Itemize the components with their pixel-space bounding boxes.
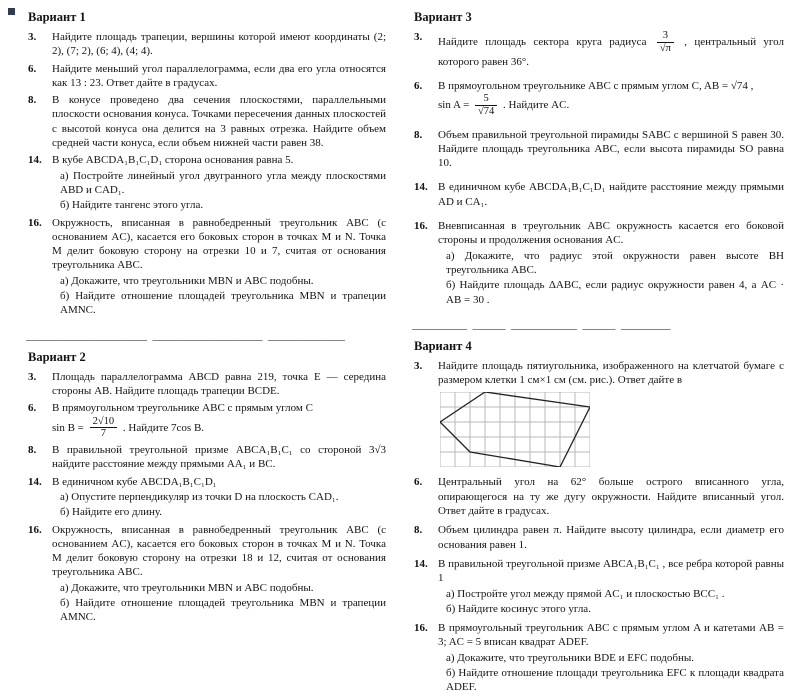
problem-line: а) Опустите перпендикуляр из точки D на плоскость CAD₁. — [60, 490, 339, 503]
problem-line: Окружность, вписанная в равнобедренный треугольник ABC (с основанием AC), касается его боковых сторон в точках M и N. Точка M делит боковую сторону на отрезки 18 и 12, считая от основания треугольника ABC. — [52, 523, 386, 579]
problem-body — [52, 93, 386, 150]
fraction-numerator: 3 — [657, 30, 674, 43]
variant-1-title: Вариант 1 — [28, 10, 86, 24]
pentagon-grid-figure — [440, 392, 590, 467]
problem-number: 8. — [28, 94, 37, 107]
problem-body — [52, 216, 386, 318]
problem-number: 6. — [28, 402, 37, 415]
problem-line: Центральный угол на 62° больше острого вписанного угла, опирающегося на ту же дугу окружности. Найдите вписанный угол. Ответ дайте в градусах. — [438, 476, 784, 518]
problem-line: б) Найдите отношение площадей треугольника MBN и трапеции AMNC. — [60, 597, 386, 624]
problem-number: 3. — [28, 31, 37, 43]
problem-line: В единичном кубе ABCDA₁B₁C₁D₁ найдите расстояние между прямыми AD и CA₁. — [438, 181, 784, 208]
problem-body — [438, 219, 784, 307]
fraction-denominator: √74 — [478, 105, 495, 117]
problem-line: а) Докажите, что треугольники MBN и ABC подобны. — [60, 274, 314, 287]
problem-number: 3. — [28, 370, 37, 383]
problem-line: sin B = $\frac{2√10}{7}$ . Найдите 7cos B. — [52, 415, 205, 440]
fraction — [90, 416, 118, 441]
problem-body — [52, 62, 386, 91]
problem-line: б) Найдите отношение площади треугольника EFC к площади квадрата ADEF. — [446, 667, 784, 694]
problem-number: 16. — [414, 622, 428, 635]
problem-line: а) Постройте линейный угол двугранного угла между плоскостями ABD и CAD₁. — [60, 169, 386, 196]
signature-divider-left: ______________________ ____________________ ______________ — [26, 329, 345, 342]
problem-item — [26, 401, 386, 440]
problem-line: Найдите площадь пятиугольника, изображенного на клетчатой бумаге с размером клетки 1 см×1 см (см. рис.). Ответ дайте в — [438, 359, 784, 387]
problem-line: В правильной треугольной призме ABCA₁B₁C₁ , все ребра которой равны 1 — [438, 557, 784, 585]
problem-body — [438, 128, 784, 171]
problem-body — [438, 523, 784, 552]
problem-item — [412, 79, 784, 118]
problem-item — [412, 219, 784, 307]
left-column — [26, 8, 386, 700]
problem-item — [26, 370, 386, 399]
problem-body — [438, 180, 784, 209]
problem-item — [26, 443, 386, 472]
problem-line: В конусе проведено два сечения плоскостями, параллельными плоскости основания конуса. Точками пересечения данных плоскостей с высотой конуса она делится на 3 равных отрезка. Найдите объем средней части конуса, если объем нижней части равен 38. — [52, 94, 386, 150]
problem-line: Вневписанная в треугольник ABC окружность касается его боковой стороны и продолжения основания AC. — [438, 220, 784, 247]
problem-number: 6. — [414, 79, 423, 92]
problem-number: 3. — [414, 31, 423, 43]
fraction-denominator: 7 — [100, 428, 107, 440]
problem-number: 14. — [28, 475, 42, 488]
variant-2-title: Вариант 2 — [28, 349, 86, 364]
problem-line: а) Постройте угол между прямой AC₁ и плоскостью BCC₁ . — [446, 587, 725, 600]
problem-item — [26, 93, 386, 150]
problem-number: 6. — [414, 476, 423, 489]
columns — [26, 8, 784, 700]
problem-number: 8. — [414, 524, 423, 537]
problem-item — [26, 475, 386, 520]
problem-line: Окружность, вписанная в равнобедренный треугольник ABC (с основанием AC), касается его боковых сторон в точках M и N. Точка M делит боковую сторону на отрезки 10 и 7, считая от основания треугольника ABC. — [52, 216, 386, 272]
problem-number: 16. — [28, 523, 42, 536]
problem-body — [438, 359, 784, 471]
variant-4-section — [412, 339, 784, 695]
problem-item — [412, 180, 784, 209]
problem-item — [412, 621, 784, 694]
variant-4-title: Вариант 4 — [414, 338, 472, 353]
fraction-numerator: 2√10 — [90, 416, 118, 429]
problem-number: 14. — [414, 557, 428, 570]
problem-item — [26, 62, 386, 91]
problem-line: Объем цилиндра равен π. Найдите высоту цилиндра, если диаметр его основания равен 1. — [438, 524, 784, 551]
variant-1-section — [26, 10, 386, 318]
problem-number: 14. — [28, 154, 42, 167]
variant-4-problems — [412, 359, 784, 695]
problem-item — [412, 475, 784, 518]
problem-body — [52, 475, 386, 520]
problem-item — [412, 359, 784, 471]
problem-body — [438, 475, 784, 518]
problem-item — [26, 523, 386, 625]
problem-item — [26, 216, 386, 318]
problem-body — [52, 153, 386, 212]
problem-line: б) Найдите косинус этого угла. — [446, 602, 591, 615]
problem-item — [412, 523, 784, 552]
variant-1-problems — [26, 30, 386, 318]
problem-line: В кубе ABCDA₁B₁C₁D₁ сторона основания равна 5. — [52, 154, 294, 167]
problem-item — [26, 30, 386, 59]
problem-line: Найдите площадь трапеции, вершины которой имеют координаты (2; 2), (7; 2), (6; 4), (4; 4). — [52, 31, 386, 58]
problem-number: 16. — [28, 216, 42, 229]
fraction-denominator: √π — [659, 42, 671, 54]
problem-line: В прямоугольный треугольник ABC с прямым углом A и катетами AB = 3; AC = 5 вписан квадрат ADEF. — [438, 622, 784, 649]
problem-line: б) Найдите тангенс этого угла. — [60, 199, 204, 212]
problem-body — [52, 443, 386, 472]
problem-item — [412, 128, 784, 171]
problem-line: а) Докажите, что треугольники MBN и ABC подобны. — [60, 581, 314, 594]
variant-3-section — [412, 10, 784, 307]
problem-line: а) Докажите, что радиус этой окружности равен высоте BH треугольника ABC. — [446, 249, 784, 276]
problem-line: В единичном кубе ABCDA₁B₁C₁D₁ — [52, 475, 217, 488]
problem-line: sin A = $\frac{5}{√74}$ . Найдите AC. — [438, 93, 570, 117]
problem-body — [52, 401, 386, 440]
problem-number: 14. — [414, 181, 428, 194]
problem-line: б) Найдите отношение площадей треугольника MBN и трапеции AMNC. — [60, 290, 386, 317]
problem-line: В прямоугольном треугольнике ABC с прямым углом C — [52, 402, 313, 415]
fraction — [657, 30, 674, 55]
problem-body — [438, 30, 784, 69]
problem-item — [412, 30, 784, 69]
problem-line: а) Докажите, что треугольники BDE и EFC подобны. — [446, 651, 694, 664]
problem-body — [438, 621, 784, 694]
problem-line: б) Найдите его длину. — [60, 506, 163, 519]
variant-2-problems — [26, 370, 386, 625]
variant-3-title: Вариант 3 — [414, 10, 472, 24]
right-column — [412, 8, 784, 700]
problem-line: б) Найдите площадь ΔABC, если радиус окружности равен 4, а AC · AB = 30 . — [446, 279, 784, 306]
problem-line: В прямоугольном треугольнике ABC с прямым углом C, AB = √74 , — [438, 79, 754, 92]
problem-number: 16. — [414, 220, 428, 233]
problem-item — [26, 153, 386, 212]
problem-line: Площадь параллелограмма ABCD равна 219, точка E — середина стороны AB. Найдите площадь трапеции BCDE. — [52, 370, 386, 397]
problem-number: 8. — [28, 444, 37, 457]
problem-body — [52, 370, 386, 399]
fraction-numerator: 5 — [475, 93, 497, 106]
problem-line: Найдите меньший угол параллелограмма, если два его угла относятся как 13 : 23. Ответ дайте в градусах. — [52, 62, 386, 89]
problem-body — [438, 79, 784, 118]
problem-number: 6. — [28, 62, 37, 75]
problem-line: В правильной треугольной призме ABCA₁B₁C₁ со стороной 3√3 найдите расстояние между прямыми AA₁ и BC. — [52, 444, 386, 471]
corner-marker — [8, 8, 15, 15]
problem-body — [52, 523, 386, 625]
fraction — [475, 93, 497, 118]
problem-number: 8. — [414, 128, 423, 141]
problem-line: Найдите площадь сектора круга радиуса $\frac{3}{√\pi}$ , центральный угол которого равен 36°. — [438, 30, 784, 68]
signature-divider-right: __________ ______ ____________ ______ _________ — [412, 318, 671, 331]
problem-number: 3. — [414, 359, 423, 372]
problem-line: Объем правильной треугольной пирамиды SABC с вершиной S равен 30. Найдите площадь треугольника ABC, если высота пирамиды SO равна 10. — [438, 128, 784, 170]
variant-2-section — [26, 350, 386, 625]
variant-3-problems — [412, 30, 784, 307]
problem-body — [52, 30, 386, 59]
